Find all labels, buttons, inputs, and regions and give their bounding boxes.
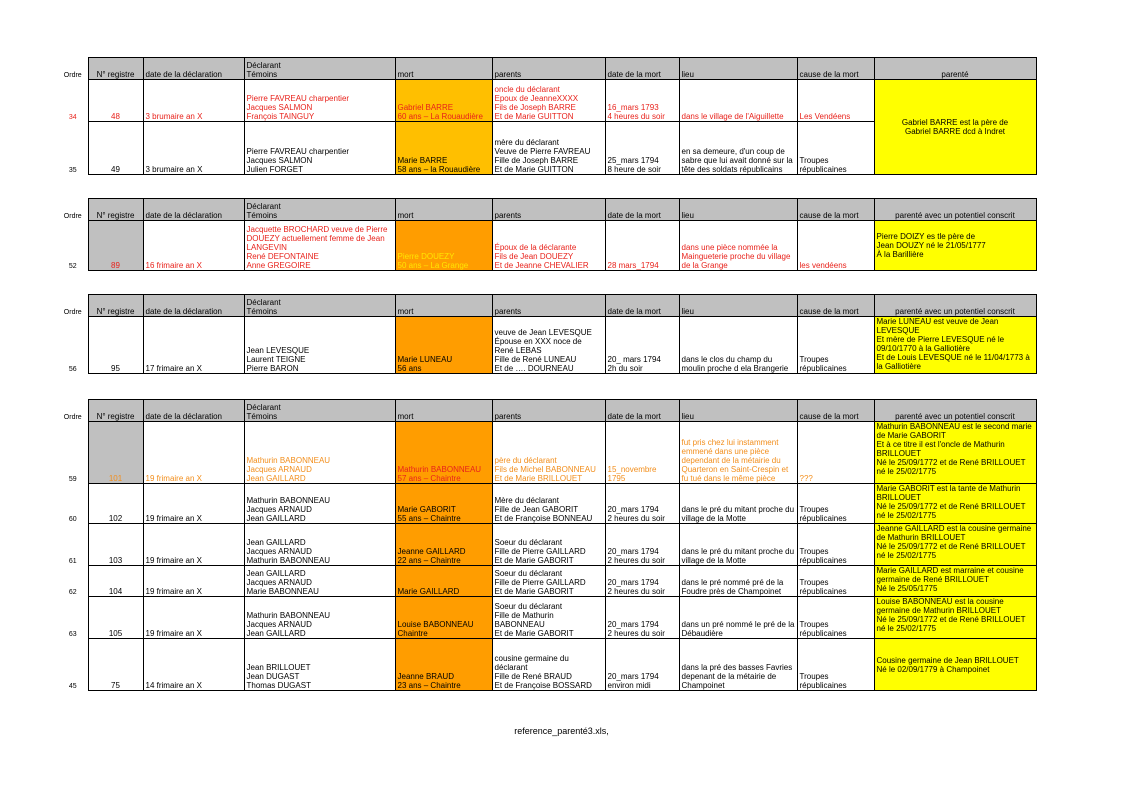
cell-lieu: dans le clos du champ du moulin proche d ela Brangerie xyxy=(679,317,797,374)
cell-declarant: Jean GAILLARD Jacques ARNAUD Mathurin BABONNEAU xyxy=(244,524,395,566)
cell-cause: Troupes républicaines xyxy=(797,317,874,374)
cell-declarant: Pierre FAVREAU charpentier Jacques SALMON Julien FORGET xyxy=(244,122,395,175)
cell-declarant: Jacquette BROCHARD veuve de Pierre DOUEZY actuellement femme de Jean LANGEVIN René DEFONTAINE Anne GREGOIRE xyxy=(244,221,395,271)
cell-cause: Troupes républicaines xyxy=(797,122,874,175)
cell-parents: Soeur du déclarant Fille de Pierre GAILLARD Et de Marie GABORIT xyxy=(492,524,605,566)
header-parente: parenté avec un potentiel conscrit xyxy=(874,295,1036,317)
cell-date: 17 frimaire an X xyxy=(143,317,244,374)
cell-parente: Louise BABONNEAU est la cousine germaine de Mathurin BRILLOUET Né le 25/09/1772 et de René BRILLOUET né le 25/02/1775 xyxy=(874,597,1036,639)
cell-parente: Marie LUNEAU est veuve de Jean LEVESQUE Et mère de Pierre LEVESQUE né le 09/10/1770 à la Galliotière Et de Louis LEVESQUE né le 11/04/1773 à la Galliotière xyxy=(874,317,1036,374)
table-row xyxy=(58,80,1036,122)
header-ordre: Ordre xyxy=(58,400,88,422)
header-date: date de la déclaration xyxy=(143,199,244,221)
header-parents: parents xyxy=(492,295,605,317)
cell-date: 16 frimaire an X xyxy=(143,221,244,271)
cell-parente: Jeanne GAILLARD est la cousine germaine de Mathurin BRILLOUET Né le 25/09/1772 et de René BRILLOUET né le 25/02/1775 xyxy=(874,524,1036,566)
cell-declarant: Pierre FAVREAU charpentier Jacques SALMON François TAINGUY xyxy=(244,80,395,122)
cell-cause: Troupes républicaines xyxy=(797,484,874,524)
cell-registre: 75 xyxy=(88,639,143,691)
cell-cause: ??? xyxy=(797,422,874,484)
cell-ordre: 59 xyxy=(68,475,77,483)
cell-date-mort: 16_mars 1793 4 heures du soir xyxy=(605,80,679,122)
cell-ordre: 52 xyxy=(68,262,77,270)
cell-mort: Jeanne BRAUD 23 ans – Chaintre xyxy=(395,639,492,691)
cell-date: 19 frimaire an X xyxy=(143,422,244,484)
cell-mort: Pierre DOUEZY 50 ans – La Grange xyxy=(395,221,492,271)
header-date-mort: date de la mort xyxy=(605,199,679,221)
header-date: date de la déclaration xyxy=(143,400,244,422)
cell-lieu: dans un pré nommé le pré de la Débaudière xyxy=(679,597,797,639)
header-registre: N° registre xyxy=(88,58,143,80)
cell-mort: Louise BABONNEAU Chaintre xyxy=(395,597,492,639)
header-mort: mort xyxy=(395,295,492,317)
header-parents: parents xyxy=(492,58,605,80)
header-ordre: Ordre xyxy=(58,199,88,221)
block-3 xyxy=(58,294,1036,374)
cell-registre: 102 xyxy=(88,484,143,524)
cell-parente: Marie GABORIT est la tante de Mathurin BRILLOUET Né le 25/09/1772 et de René BRILLOUET né le 25/02/1775 xyxy=(874,484,1036,524)
cell-lieu: dans le pré du mitant proche du village de la Motte xyxy=(679,484,797,524)
cell-lieu: dans le pré nommé pré de la Foudre près de Champoinet xyxy=(679,566,797,597)
cell-parents: Soeur du déclarant Fille de Mathurin BABONNEAU Et de Marie GABORIT xyxy=(492,597,605,639)
cell-lieu: dans le village de l'Aiguillette xyxy=(679,80,797,122)
cell-parents: Époux de la déclarante Fils de Jean DOUEZY Et de Jeanne CHEVALIER xyxy=(492,221,605,271)
header-mort: mort xyxy=(395,400,492,422)
header-date: date de la déclaration xyxy=(143,58,244,80)
header-lieu: lieu xyxy=(679,295,797,317)
cell-ordre: 35 xyxy=(68,166,77,174)
header-registre: N° registre xyxy=(88,199,143,221)
table-row xyxy=(58,317,1036,374)
cell-declarant: Jean BRILLOUET Jean DUGAST Thomas DUGAST xyxy=(244,639,395,691)
cell-registre: 103 xyxy=(88,524,143,566)
cell-date: 3 brumaire an X xyxy=(143,80,244,122)
header-lieu: lieu xyxy=(679,199,797,221)
cell-parents: oncle du déclarant Epoux de JeanneXXXX Fils de Joseph BARRE Et de Marie GUITTON xyxy=(492,80,605,122)
cell-mort: Marie BARRE 58 ans – la Rouaudière xyxy=(395,122,492,175)
cell-cause: les vendéens xyxy=(797,221,874,271)
cell-date-mort: 15_novembre 1795 xyxy=(605,422,679,484)
cell-mort: Marie LUNEAU 56 ans xyxy=(395,317,492,374)
cell-date: 19 frimaire an X xyxy=(143,524,244,566)
cell-lieu: dans le pré du mitant proche du village de la Motte xyxy=(679,524,797,566)
cell-parents: mère du déclarant Veuve de Pierre FAVREAU Fille de Joseph BARRE Et de Marie GUITTON xyxy=(492,122,605,175)
cell-registre: 104 xyxy=(88,566,143,597)
table-row xyxy=(58,484,1036,524)
cell-cause: Troupes républicaines xyxy=(797,639,874,691)
cell-date-mort: 20_mars 1794 2 heures du soir xyxy=(605,524,679,566)
cell-date-mort: 20_mars 1794 2 heures du soir xyxy=(605,597,679,639)
block-4 xyxy=(58,399,1036,691)
table-row xyxy=(58,566,1036,597)
cell-parente-merged: Gabriel BARRE est la père de Gabriel BARRE dcd à Indret xyxy=(874,80,1036,175)
file-reference: reference_parenté3.xls, xyxy=(514,726,609,736)
cell-cause: Troupes républicaines xyxy=(797,597,874,639)
cell-date-mort: 20_mars 1794 2 heures du soir xyxy=(605,484,679,524)
cell-lieu: dans la pré des basses Favries depenant de la métairie de Champoinet xyxy=(679,639,797,691)
cell-registre: 95 xyxy=(88,317,143,374)
table-row xyxy=(58,597,1036,639)
cell-parente: Mathurin BABONNEAU est le second marie de Marie GABORIT Et à ce titre il est l'oncle de Mathurin BRILLOUET Né le 25/09/1772 et de René BRILLOUET né le 25/02/1775 xyxy=(874,422,1036,484)
header-mort: mort xyxy=(395,199,492,221)
cell-lieu: fut pris chez lui instamment emmené dans une pièce dependant de la métairie du Quarteron en Saint-Crespin et fu tué dans le même pièce xyxy=(679,422,797,484)
header-parente: parenté avec un potentiel conscrit xyxy=(874,400,1036,422)
cell-parente: Cousine germaine de Jean BRILLOUET Né le 02/09/1779 à Champoinet xyxy=(874,639,1036,691)
cell-declarant: Mathurin BABONNEAU Jacques ARNAUD Jean GAILLARD xyxy=(244,597,395,639)
cell-parente: Pierre DOIZY es tle père de Jean DOUZY né le 21/05/1777 À la Barillière xyxy=(874,221,1036,271)
header-lieu: lieu xyxy=(679,400,797,422)
header-cause: cause de la mort xyxy=(797,58,874,80)
cell-parents: cousine germaine du déclarant Fille de René BRAUD Et de Françoise BOSSARD xyxy=(492,639,605,691)
death-table-3 xyxy=(58,294,1037,374)
cell-declarant: Jean LEVESQUE Laurent TEIGNE Pierre BARON xyxy=(244,317,395,374)
header-date-mort: date de la mort xyxy=(605,58,679,80)
header-row xyxy=(58,400,1036,422)
cell-mort: Mathurin BABONNEAU 57 ans – Chaintre xyxy=(395,422,492,484)
cell-parents: veuve de Jean LEVESQUE Épouse en XXX noce de René LEBAS Fille de René LUNEAU Et de …. DOURNEAU xyxy=(492,317,605,374)
block-1 xyxy=(58,57,1036,175)
cell-parents: père du déclarant Fils de Michel BABONNEAU Et de Marie BRILLOUET xyxy=(492,422,605,484)
header-date-mort: date de la mort xyxy=(605,400,679,422)
cell-ordre: 61 xyxy=(68,557,77,565)
cell-registre: 48 xyxy=(88,80,143,122)
cell-parents: Soeur du déclarant Fille de Pierre GAILLARD Et de Marie GABORIT xyxy=(492,566,605,597)
header-date: date de la déclaration xyxy=(143,295,244,317)
header-parente: parenté xyxy=(874,58,1036,80)
header-cause: cause de la mort xyxy=(797,199,874,221)
header-declarant: Déclarant Témoins xyxy=(244,400,395,422)
cell-mort: Jeanne GAILLARD 22 ans – Chaintre xyxy=(395,524,492,566)
cell-ordre: 45 xyxy=(68,682,77,690)
cell-lieu: dans une pièce nommée la Maingueterie proche du village de la Grange xyxy=(679,221,797,271)
table-row xyxy=(58,422,1036,484)
cell-mort: Gabriel BARRE 60 ans – La Rouaudière xyxy=(395,80,492,122)
cell-registre: 101 xyxy=(88,422,143,484)
cell-mort: Marie GAILLARD xyxy=(395,566,492,597)
block-2 xyxy=(58,198,1036,271)
cell-date: 3 brumaire an X xyxy=(143,122,244,175)
cell-date: 14 frimaire an X xyxy=(143,639,244,691)
cell-date: 19 frimaire an X xyxy=(143,484,244,524)
table-row xyxy=(58,639,1036,691)
table-row xyxy=(58,221,1036,271)
cell-cause: Troupes républicaines xyxy=(797,524,874,566)
cell-date-mort: 28 mars_1794 xyxy=(605,221,679,271)
header-lieu: lieu xyxy=(679,58,797,80)
cell-registre: 89 xyxy=(88,221,143,271)
header-parents: parents xyxy=(492,400,605,422)
header-declarant: Déclarant Témoins xyxy=(244,58,395,80)
header-row xyxy=(58,295,1036,317)
cell-parents: Mère du déclarant Fille de Jean GABORIT Et de Françoise BONNEAU xyxy=(492,484,605,524)
header-parents: parents xyxy=(492,199,605,221)
header-registre: N° registre xyxy=(88,400,143,422)
cell-date: 19 frimaire an X xyxy=(143,597,244,639)
cell-date-mort: 20_mars 1794 2 heures du soir xyxy=(605,566,679,597)
header-date-mort: date de la mort xyxy=(605,295,679,317)
cell-date-mort: 25_mars 1794 8 heure de soir xyxy=(605,122,679,175)
cell-declarant: Mathurin BABONNEAU Jacques ARNAUD Jean GAILLARD xyxy=(244,484,395,524)
cell-date-mort: 20_ mars 1794 2h du soir xyxy=(605,317,679,374)
header-parente: parenté avec un potentiel conscrit xyxy=(874,199,1036,221)
cell-date-mort: 20_mars 1794 environ midi xyxy=(605,639,679,691)
death-table-2 xyxy=(58,198,1037,271)
death-table-1 xyxy=(58,57,1037,175)
cell-ordre: 34 xyxy=(68,113,77,121)
header-row xyxy=(58,199,1036,221)
death-table-4 xyxy=(58,399,1037,691)
cell-ordre: 56 xyxy=(68,365,77,373)
cell-cause: Troupes républicaines xyxy=(797,566,874,597)
cell-declarant: Jean GAILLARD Jacques ARNAUD Marie BABONNEAU xyxy=(244,566,395,597)
cell-ordre: 62 xyxy=(68,588,77,596)
cell-ordre: 63 xyxy=(68,630,77,638)
header-declarant: Déclarant Témoins xyxy=(244,295,395,317)
cell-cause: Les Vendéens xyxy=(797,80,874,122)
cell-registre: 105 xyxy=(88,597,143,639)
header-ordre: Ordre xyxy=(58,295,88,317)
header-mort: mort xyxy=(395,58,492,80)
header-registre: N° registre xyxy=(88,295,143,317)
cell-declarant: Mathurin BABONNEAU Jacques ARNAUD Jean GAILLARD xyxy=(244,422,395,484)
cell-registre: 49 xyxy=(88,122,143,175)
table-row xyxy=(58,524,1036,566)
cell-mort: Marie GABORIT 55 ans – Chaintre xyxy=(395,484,492,524)
cell-parente: Marie GAILLARD est marraine et cousine germaine de René BRILLOUET Né le 25/05/1775 xyxy=(874,566,1036,597)
header-cause: cause de la mort xyxy=(797,295,874,317)
cell-lieu: en sa demeure, d'un coup de sabre que lui avait donné sur la tête des soldats républicains xyxy=(679,122,797,175)
cell-ordre: 60 xyxy=(68,515,77,523)
cell-date: 19 frimaire an X xyxy=(143,566,244,597)
header-row xyxy=(58,58,1036,80)
header-cause: cause de la mort xyxy=(797,400,874,422)
header-ordre: Ordre xyxy=(58,58,88,80)
header-declarant: Déclarant Témoins xyxy=(244,199,395,221)
